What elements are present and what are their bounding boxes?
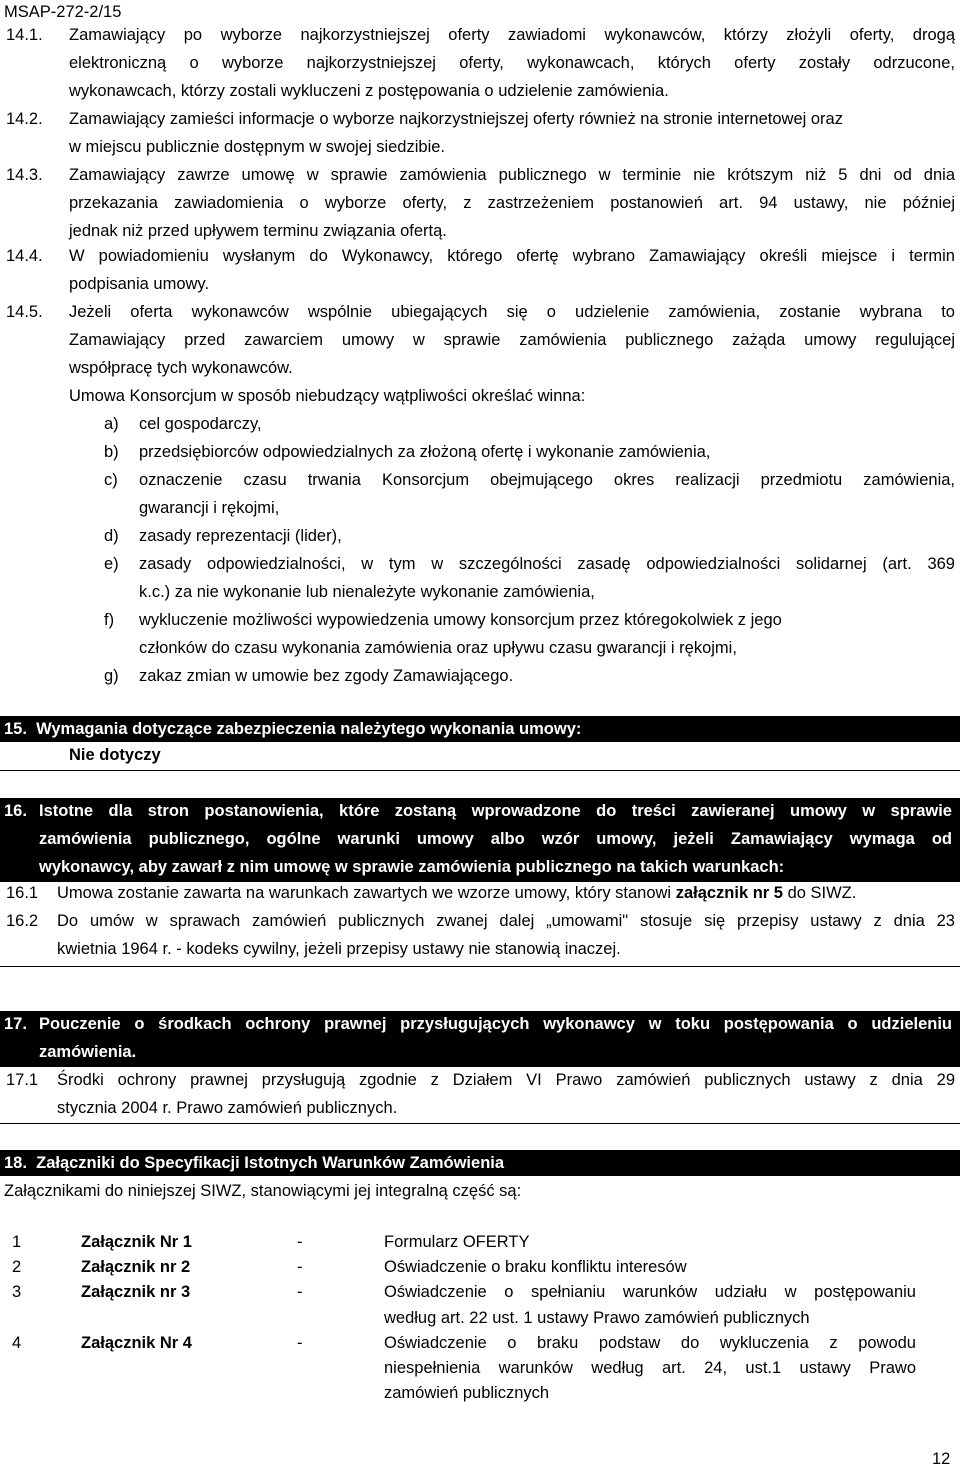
attachment-desc: zamówień publicznych: [384, 1384, 550, 1402]
attachment-desc: według art. 22 ust. 1 ustawy Prawo zamówień publicznych: [384, 1309, 810, 1327]
list-item: gwarancji i rękojmi,: [139, 499, 280, 517]
paragraph-line: elektroniczną o wyborze najkorzystniejszej oferty, wykonawcach, których oferty zostały odrzucone,: [69, 54, 955, 72]
attachment-number: 2: [12, 1258, 22, 1276]
paragraph-line: W powiadomieniu wysłanym do Wykonawcy, którego ofertę wybrano Zamawiający określi miejsce i termin: [69, 247, 955, 265]
paragraph-number: 14.4.: [6, 247, 43, 265]
paragraph-line: wykonawcach, którzy zostali wykluczeni z postępowania o udzielenie zamówienia.: [69, 82, 669, 100]
section-title-line: Istotne dla stron postanowienia, które zostaną wprowadzone do treści zawieranej umowy w sprawie: [39, 802, 952, 820]
list-item: oznaczenie czasu trwania Konsorcjum obejmującego okres realizacji przedmiotu zamówienia,: [139, 471, 955, 489]
attachment-dash: -: [297, 1258, 303, 1276]
paragraph-line: Zamawiający po wyborze najkorzystniejszej oferty zawiadomi wykonawców, którzy złożyli oferty, drogą: [69, 26, 955, 44]
paragraph-number: 14.5.: [6, 303, 43, 321]
section-title: Załączniki do Specyfikacji Istotnych Warunków Zamówienia: [36, 1154, 505, 1172]
paragraph-line: jednak niż przed upływem terminu związania ofertą.: [69, 222, 447, 240]
attachments-intro: Załącznikami do niniejszej SIWZ, stanowiącymi jej integralną część są:: [4, 1182, 522, 1200]
paragraph-line: podpisania umowy.: [69, 275, 210, 293]
list-letter: f): [104, 611, 115, 629]
section-header-17: [0, 1011, 960, 1067]
attachment-desc: Formularz OFERTY: [384, 1233, 530, 1251]
attachment-dash: -: [297, 1283, 303, 1301]
list-letter: c): [104, 471, 118, 489]
item-text: stycznia 2004 r. Prawo zamówień publicznych.: [57, 1099, 398, 1117]
paragraph-line: Zamawiający zawrze umowę w sprawie zamówienia publicznego w terminie nie krótszym niż 5 dni od dnia: [69, 166, 955, 184]
item-number: 16.1: [6, 884, 39, 902]
section-title: Wymagania dotyczące zabezpieczenia należytego wykonania umowy:: [36, 720, 582, 738]
attachment-name: Załącznik Nr 4: [81, 1334, 192, 1352]
item-text-part: do SIWZ.: [783, 884, 857, 902]
list-letter: a): [104, 415, 119, 433]
attachment-name: Załącznik nr 3: [81, 1283, 191, 1301]
item-text: [57, 880, 856, 906]
item-text: Do umów w sprawach zamówień publicznych zwanej dalej „umowami" stosuje się przepisy ustawy z dnia 23: [57, 912, 955, 930]
attachment-number: 3: [12, 1283, 22, 1301]
paragraph-line: przekazania zawiadomienia o wyborze oferty, z zastrzeżeniem postanowień art. 94 ustawy, nie później: [69, 194, 955, 212]
paragraph-number: 14.1.: [6, 26, 43, 44]
section-divider: [0, 770, 960, 771]
section-header-16: [0, 798, 960, 882]
attachment-desc: niespełnienia warunków według art. 24, ust.1 ustawy Prawo: [384, 1359, 916, 1377]
item-text: Środki ochrony prawnej przysługują zgodnie z Działem VI Prawo zamówień publicznych ustawy z dnia 29: [57, 1071, 955, 1089]
attachment-dash: -: [297, 1334, 303, 1352]
list-letter: d): [104, 527, 119, 545]
list-item: członków do czasu wykonania zamówienia oraz upływu czasu gwarancji i rękojmi,: [139, 639, 737, 657]
section-title-line: zamówienia.: [39, 1043, 137, 1061]
section-header-15: [0, 716, 960, 742]
section-divider: [0, 966, 960, 967]
section-title-line: wykonawcy, aby zawarł z nim umowę w sprawie zamówienia publicznego na takich warunkach:: [39, 858, 785, 876]
section-number: 18.: [4, 1154, 27, 1172]
paragraph-line: Jeżeli oferta wykonawców wspólnie ubiegających się o udzielenie zamówienia, zostanie wybrana to: [69, 303, 955, 321]
attachment-desc: Oświadczenie o spełnianiu warunków udziału w postępowaniu: [384, 1283, 916, 1301]
list-item: zakaz zmian w umowie bez zgody Zamawiającego.: [139, 667, 514, 685]
paragraph-line: Zamawiający zamieści informacje o wyborze najkorzystniejszej oferty również na stronie internetowej oraz: [69, 110, 843, 128]
section-title-line: zamówienia publicznego, ogólne warunki umowy albo wzór umowy, jeżeli Zamawiający wymaga od: [39, 830, 952, 848]
paragraph-number: 14.3.: [6, 166, 43, 184]
attachment-name: Załącznik Nr 1: [81, 1233, 192, 1251]
list-item: k.c.) za nie wykonanie lub nienależyte wykonanie zamówienia,: [139, 583, 595, 601]
attachment-desc: Oświadczenie o braku podstaw do wykluczenia z powodu: [384, 1334, 916, 1352]
list-item: przedsiębiorców odpowiedzialnych za złożoną ofertę i wykonanie zamówienia,: [139, 443, 711, 461]
list-letter: g): [104, 667, 119, 685]
attachment-number: 4: [12, 1334, 22, 1352]
attachment-name: Załącznik nr 2: [81, 1258, 191, 1276]
section-header-18: [0, 1150, 960, 1176]
list-item: zasady reprezentacji (lider),: [139, 527, 342, 545]
list-item: cel gospodarczy,: [139, 415, 262, 433]
section-number: 16.: [4, 802, 27, 820]
section-title-line: Pouczenie o środkach ochrony prawnej przysługujących wykonawcy w toku postępowania o udzieleniu: [39, 1015, 952, 1033]
document-code: MSAP-272-2/15: [4, 3, 122, 21]
item-number: 17.1: [6, 1071, 39, 1089]
attachment-desc: Oświadczenie o braku konfliktu interesów: [384, 1258, 687, 1276]
item-text: kwietnia 1964 r. - kodeks cywilny, jeżeli przepisy ustawy nie stanowią inaczej.: [57, 940, 621, 958]
list-item: wykluczenie możliwości wypowiedzenia umowy konsorcjum przez któregokolwiek z jego: [139, 611, 782, 629]
paragraph-line: współpracę tych wykonawców.: [69, 359, 293, 377]
list-item: zasady odpowiedzialności, w tym w szczególności zasadę odpowiedzialności solidarnej (art. 369: [139, 555, 955, 573]
page-number: 12: [932, 1450, 951, 1468]
consortium-intro: Umowa Konsorcjum w sposób niebudzący wątpliwości określać winna:: [69, 387, 586, 405]
section-number: 17.: [4, 1015, 27, 1033]
item-number: 16.2: [6, 912, 39, 930]
paragraph-line: w miejscu publicznie dostępnym w swojej siedzibie.: [69, 138, 445, 156]
list-letter: e): [104, 555, 119, 573]
section-divider: [0, 1123, 960, 1124]
paragraph-number: 14.2.: [6, 110, 43, 128]
section-body: Nie dotyczy: [69, 746, 161, 764]
item-text-part: Umowa zostanie zawarta na warunkach zawartych we wzorze umowy, który stanowi: [57, 884, 676, 902]
section-number: 15.: [4, 720, 27, 738]
paragraph-line: Zamawiający przed zawarciem umowy w sprawie zamówienia publicznego zażąda umowy regulującej: [69, 331, 955, 349]
attachment-ref: załącznik nr 5: [675, 884, 783, 902]
attachment-dash: -: [297, 1233, 303, 1251]
attachment-number: 1: [12, 1233, 22, 1251]
list-letter: b): [104, 443, 119, 461]
